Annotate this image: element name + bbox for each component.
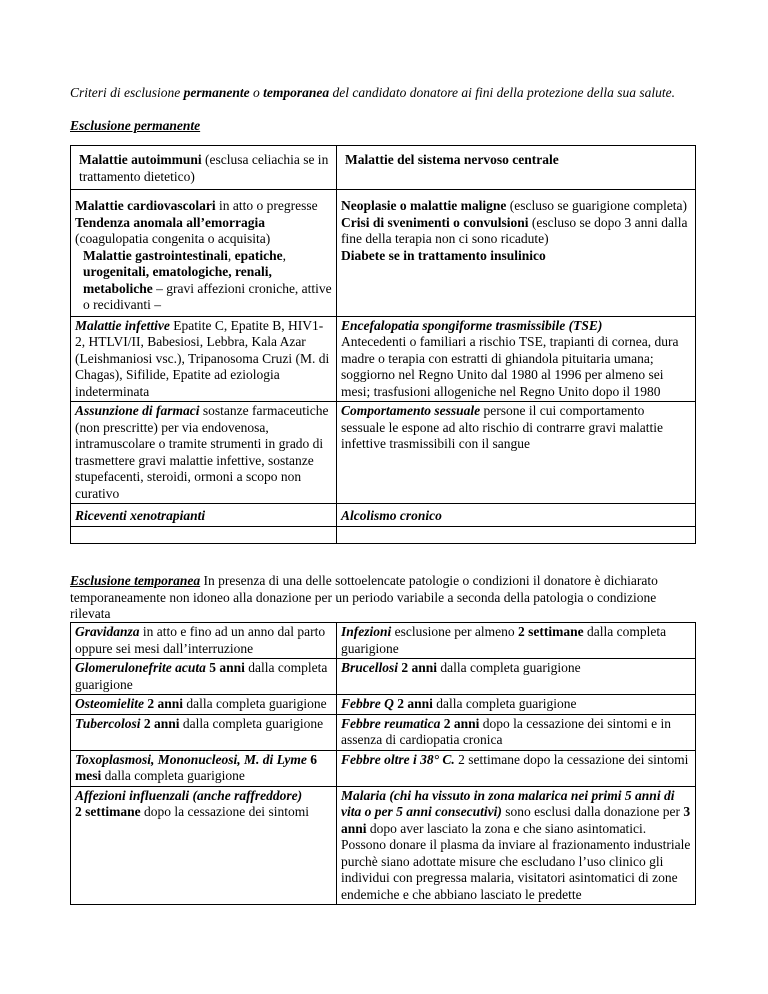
temporary-description: In presenza di una delle sottoelencate patologie o condizioni il donatore è dichiarato temporaneamente non idoneo alla donazione per un periodo variabile a seconda della patologia o condizione rilevata bbox=[70, 573, 658, 621]
cell-heading: Encefalopatia spongiforme trasmissibile (TSE) bbox=[341, 317, 603, 333]
cell-text: (coagulopatia congenita o acquisita) bbox=[75, 231, 271, 246]
cell-text: sono esclusi dalla donazione per bbox=[501, 804, 684, 819]
temporary-title: Esclusione temporanea bbox=[70, 573, 201, 588]
cell-text: in atto o pregresse bbox=[215, 198, 318, 213]
table-cell bbox=[337, 526, 696, 543]
table-row bbox=[71, 402, 696, 504]
cell-duration: 2 settimane bbox=[517, 624, 584, 639]
cell-heading: Gravidanza bbox=[75, 624, 140, 639]
cell-heading: Neoplasie o malattie maligne bbox=[341, 198, 507, 213]
table-cell bbox=[337, 714, 696, 750]
table-row bbox=[71, 190, 696, 317]
table-row bbox=[71, 750, 696, 786]
table-row bbox=[71, 504, 696, 527]
cell-heading: epatiche bbox=[234, 247, 283, 263]
table-cell bbox=[71, 526, 337, 543]
cell-text: – gravi affezioni croniche, attive o recidivanti – bbox=[83, 280, 332, 312]
table-cell bbox=[71, 695, 337, 715]
permanent-title: Esclusione permanente bbox=[70, 118, 201, 133]
cell-heading: urogenitali, ematologiche, renali, metaboliche bbox=[83, 264, 272, 296]
table-row bbox=[71, 146, 696, 190]
table-cell bbox=[71, 750, 337, 786]
cell-heading: Malattie del sistema nervoso centrale bbox=[345, 152, 559, 167]
cell-duration: 2 anni bbox=[140, 715, 180, 731]
cell-heading: Malattie autoimmuni bbox=[79, 152, 202, 167]
table-cell bbox=[337, 750, 696, 786]
cell-heading: Tendenza anomala all’emorragia bbox=[75, 214, 265, 230]
cell-heading: Malattie gastrointestinali bbox=[83, 247, 228, 263]
cell-heading: Malaria (chi ha vissuto in zona malarica nei primi 5 anni di vita o per 5 anni consecutivi) bbox=[341, 787, 675, 819]
cell-text: (esclusa celiachia se in trattamento dietetico) bbox=[79, 152, 329, 184]
table-cell bbox=[71, 146, 337, 190]
cell-text: Epatite C, Epatite B, HIV1-2, HTLVI/II, Babesiosi, Lebbra, Kala Azar (Leishmaniosi vsc.), Tripanosoma Cruzi (M. di Chagas), Sifilide, Epatite ad eziologia indeterminata bbox=[75, 317, 330, 399]
cell-heading: Febbre oltre i 38° C. bbox=[341, 751, 455, 767]
cell-heading: Infezioni bbox=[341, 624, 392, 639]
cell-text: 2 settimane dopo la cessazione dei sintomi bbox=[454, 751, 689, 767]
cell-heading: Osteomielite bbox=[75, 696, 144, 711]
cell-text: dopo la cessazione dei sintomi bbox=[140, 804, 309, 819]
cell-text: dalla completa guarigione bbox=[75, 660, 328, 692]
table-row bbox=[71, 623, 696, 659]
cell-heading: Febbre Q bbox=[341, 696, 394, 711]
cell-text: dopo la cessazione dei sintomi e in assenza di cardiopatia cronica bbox=[341, 715, 671, 747]
table-cell bbox=[337, 695, 696, 715]
cell-duration: 2 anni bbox=[398, 660, 438, 675]
cell-text: dalla completa guarigione bbox=[437, 660, 581, 675]
temporary-table bbox=[70, 622, 696, 905]
cell-heading: Tubercolosi bbox=[75, 715, 141, 731]
cell-heading: Assunzione di farmaci bbox=[75, 403, 200, 418]
cell-heading: Malattie cardiovascolari bbox=[75, 198, 216, 213]
cell-text: esclusione per almeno bbox=[391, 624, 518, 639]
table-row bbox=[71, 714, 696, 750]
permanent-table bbox=[70, 145, 696, 544]
cell-text: (escluso se guarigione completa) bbox=[506, 198, 688, 213]
table-cell bbox=[71, 786, 337, 905]
table-row bbox=[71, 786, 696, 905]
cell-duration: 3 anni bbox=[341, 804, 691, 836]
intro-text bbox=[70, 85, 690, 102]
cell-duration: 2 anni bbox=[393, 696, 433, 711]
table-cell bbox=[337, 786, 696, 905]
cell-text: Antecedenti o familiari a rischio TSE, trapianti di cornea, dura madre o terapia con estratti di ghiandola pituitaria umana; soggiorno nel Regno Unito dal 1980 al 1996 per almeno sei mesi; trasfusioni allogeniche nel Regno Unito dopo il 1980 bbox=[341, 334, 679, 399]
table-row bbox=[71, 526, 696, 543]
table-cell bbox=[71, 402, 337, 504]
cell-duration: 2 anni bbox=[143, 696, 184, 711]
cell-heading: Malattie infettive bbox=[75, 317, 170, 333]
table-cell bbox=[71, 504, 337, 527]
cell-heading: Comportamento sessuale bbox=[341, 403, 481, 418]
cell-duration: 2 settimane bbox=[75, 804, 141, 819]
table-row bbox=[71, 659, 696, 695]
table-cell bbox=[337, 146, 696, 190]
table-row bbox=[71, 316, 696, 402]
cell-text: dopo aver lasciato la zona e che siano asintomatici. Possono donare il plasma da inviare al frazionamento industriale purchè siano adottate misure che escludano l’uso clinico gli individui con pregressa malaria, visitatori asintomatici di zone endemiche e che abbiano lasciato le predette bbox=[341, 820, 691, 902]
intro-part: del candidato donatore ai fini della protezione della sua salute. bbox=[329, 85, 675, 100]
table-cell bbox=[337, 504, 696, 527]
cell-text: (escluso se dopo 3 anni dalla fine della terapia non ci sono ricadute) bbox=[341, 214, 688, 246]
cell-heading: Febbre reumatica bbox=[341, 715, 441, 731]
cell-text: , bbox=[227, 247, 235, 263]
cell-text: dalla completa guarigione bbox=[179, 715, 324, 731]
cell-block bbox=[75, 248, 332, 314]
table-cell bbox=[337, 316, 696, 402]
table-cell bbox=[337, 659, 696, 695]
cell-heading: Toxoplasmosi, Mononucleosi, M. di Lyme bbox=[75, 751, 307, 767]
cell-heading: Brucellosi bbox=[341, 660, 399, 675]
intro-permanent: permanente bbox=[183, 85, 250, 100]
table-row bbox=[71, 695, 696, 715]
cell-text: dalla completa guarigione bbox=[432, 696, 577, 711]
cell-heading: Diabete se in trattamento insulinico bbox=[341, 247, 546, 263]
cell-heading: Glomerulonefrite acuta bbox=[75, 660, 206, 675]
cell-heading: Riceventi xenotrapianti bbox=[75, 508, 206, 523]
cell-duration: 2 anni bbox=[440, 715, 480, 731]
cell-text: sostanze farmaceutiche (non prescritte) per via endovenosa, intramuscolare o tramite strumenti in grado di trasmettere gravi malattie infettive, sostanze stupefacenti, steroidi, ormoni a scopo non curativo bbox=[75, 403, 329, 501]
cell-heading: Alcolismo cronico bbox=[341, 508, 442, 523]
table-cell bbox=[337, 623, 696, 659]
cell-duration: 5 anni bbox=[205, 660, 245, 675]
cell-text: dalla completa guarigione bbox=[101, 768, 245, 783]
table-cell bbox=[71, 190, 337, 317]
cell-text: dalla completa guarigione bbox=[183, 696, 327, 711]
table-cell bbox=[337, 402, 696, 504]
cell-text: persone il cui comportamento sessuale le espone ad alto rischio di contrarre gravi malattie infettive trasmissibili con il sangue bbox=[341, 403, 664, 451]
cell-text: , bbox=[282, 247, 286, 263]
cell-text: dalla completa guarigione bbox=[341, 624, 667, 656]
cell-duration: 6 mesi bbox=[75, 751, 318, 783]
intro-part: Criteri di esclusione bbox=[70, 85, 184, 100]
intro-part: o bbox=[249, 85, 264, 100]
table-cell bbox=[337, 190, 696, 317]
table-cell bbox=[71, 714, 337, 750]
cell-heading: Affezioni influenzali (anche raffreddore) bbox=[75, 787, 303, 803]
table-cell bbox=[71, 659, 337, 695]
table-cell bbox=[71, 316, 337, 402]
table-cell bbox=[71, 623, 337, 659]
intro-temporary: temporanea bbox=[263, 85, 330, 100]
cell-heading: Crisi di svenimenti o convulsioni bbox=[341, 214, 529, 230]
cell-text: in atto e fino ad un anno dal parto oppure sei mesi dall’interruzione bbox=[75, 624, 326, 656]
temporary-header bbox=[70, 573, 700, 623]
